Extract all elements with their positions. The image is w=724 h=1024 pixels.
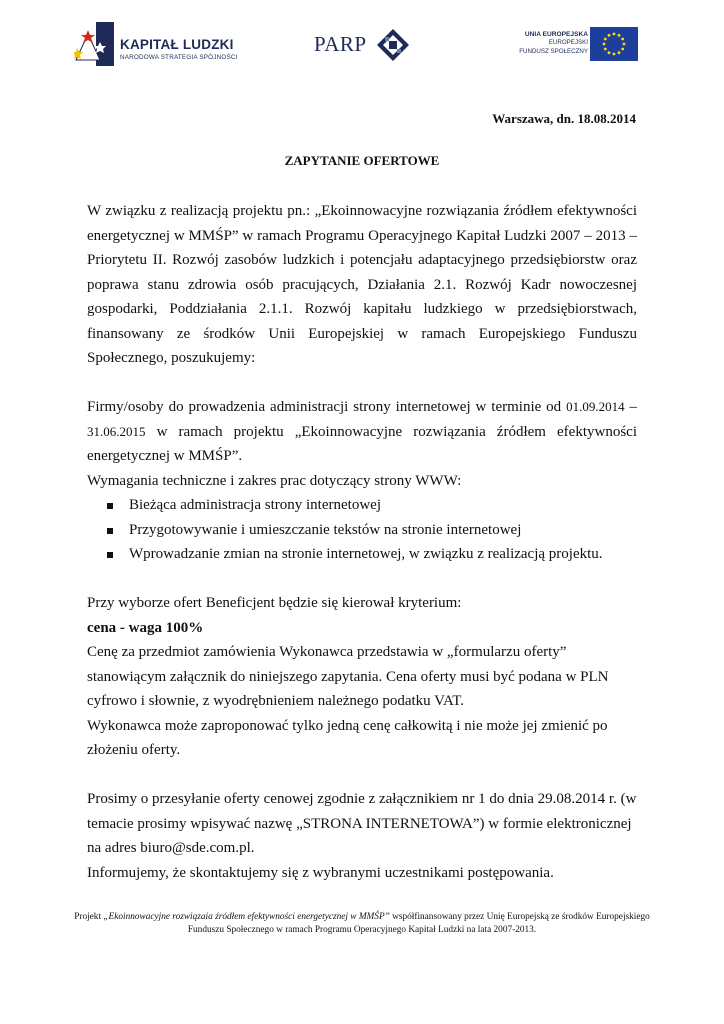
eu-line2: EUROPEJSKI (548, 39, 588, 47)
bullet-icon (107, 503, 113, 509)
offer-paragraph (87, 395, 637, 469)
requirements-heading: Wymagania techniczne i zakres prac dotyczący strony WWW: (87, 472, 462, 489)
requirement-text: Bieżąca administracja strony internetowej (129, 497, 381, 513)
kapital-ludzki-emblem-icon (74, 20, 114, 68)
contact-note: Informujemy, że skontaktujemy się z wybranymi uczestnikami postępowania. (87, 864, 554, 881)
parp-logo-text: PARP (314, 32, 367, 56)
eu-logo-text (519, 31, 588, 56)
eu-line1: UNIA EUROPEJSKA (524, 31, 588, 38)
kapital-ludzki-subtitle: NARODOWA STRATEGIA SPÓJNOŚCI (120, 54, 238, 61)
eu-line3: FUNDUSZ SPOŁECZNY (519, 47, 588, 55)
criteria-heading: Przy wyborze ofert Beneficjent będzie się kierował kryterium: (87, 595, 462, 611)
offer-text-1: Firmy/osoby do prowadzenia administracji strony internetowej w terminie od (87, 399, 567, 415)
request-paragraph: Prosimy o przesyłanie oferty cenowej zgodnie z załącznikiem nr 1 do dnia 29.08.2014 r. (w temacie prosimy wpisywać nazwę „STRONA INTERNETOWA”) w formie elektronicznej na adres biuro@sde.com.pl. (87, 791, 637, 856)
kapital-ludzki-logo (74, 20, 244, 72)
document-body (87, 199, 637, 885)
eu-logo (510, 27, 638, 63)
page-footer (60, 911, 664, 937)
footer-project-name: „Ekoinnowacyjne rozwiązaia źródłem efektywności energetycznej w MMŚP” (103, 912, 390, 922)
offer-date-to: 31.06.2015 (87, 423, 146, 439)
eu-flag-icon (590, 27, 638, 61)
single-price-paragraph: Wykonawca może zaproponować tylko jedną cenę całkowitą i nie może jej zmienić po złożeniu oferty. (87, 717, 608, 758)
price-info-paragraph: Cenę za przedmiot zamówienia Wykonawca przedstawia w „formularzu oferty” stanowiącym załącznik do niniejszego zapytania. Cena oferty musi być podana w PLN cyfrowo i słownie, z wyodrębnieniem należnego podatku VAT. (87, 644, 609, 709)
list-item (87, 542, 637, 567)
letterhead (0, 0, 724, 90)
requirement-text: Wprowadzanie zmian na stronie internetowej, w związku z realizacją projektu. (129, 546, 603, 562)
list-item (87, 518, 637, 543)
requirement-text: Przygotowywanie i umieszczanie tekstów na stronie internetowej (129, 521, 522, 538)
offer-text-3: w ramach projektu „Ekoinnowacyjne rozwiązania źródłem efektywności energetycznej w MMŚP”. (87, 423, 637, 464)
intro-paragraph: W związku z realizacją projektu pn.: „Ekoinnowacyjne rozwiązania źródłem efektywności energetycznej w MMŚP” w ramach Programu Operacyjnego Kapitał Ludzki 2007 – 2013 – Priorytetu II. Rozwój zasobów ludzkich i potencjału adaptacyjnego przedsiębiorstw oraz poprawa stanu zdrowia osób pracujących, Działania 2.1. Rozwój Kadr nowoczesnej gospodarki, Poddziałania 2.1.1. Rozwój kapitału ludzkiego w przedsiębiorstwach, finansowany ze środków Unii Europejskiej w ramach Europejskiego Funduszu Społecznego, poszukujemy: (87, 203, 637, 366)
document-date: Warszawa, dn. 18.08.2014 (492, 111, 636, 126)
list-item (87, 493, 637, 518)
offer-date-from: 01.09.2014 (566, 399, 625, 414)
footer-text: współfinansowany przez Unię Europejską ze środków Europejskiego Funduszu Społecznego w ramach Programu Operacyjnego Kapitał Ludzki na lata 2007-2013. (187, 912, 650, 935)
bullet-icon (107, 528, 113, 534)
parp-logo (314, 28, 414, 62)
requirements-list (87, 493, 637, 567)
document-title: ZAPYTANIE OFERTOWE (284, 153, 440, 168)
offer-text-2: – (624, 399, 638, 415)
bullet-icon (107, 552, 113, 558)
kapital-ludzki-title: KAPITAŁ LUDZKI (120, 37, 234, 52)
footer-prefix: Projekt (74, 912, 104, 922)
parp-diamond-icon (376, 28, 410, 62)
criteria-value: cena - waga 100% (87, 619, 204, 636)
